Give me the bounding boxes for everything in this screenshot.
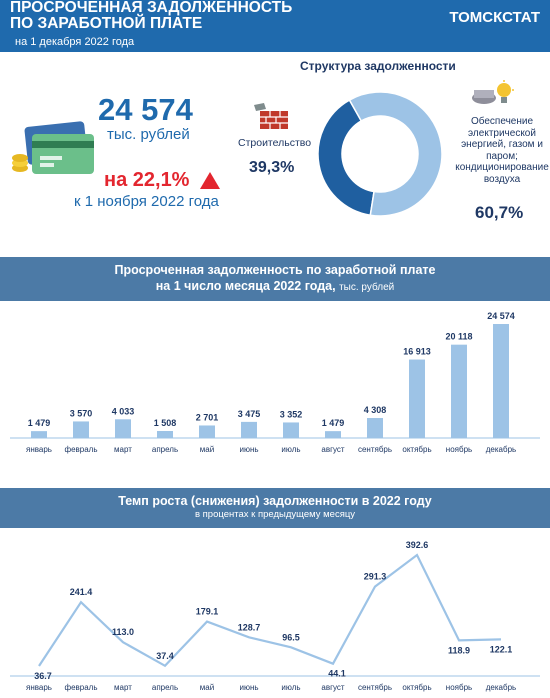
bar-category-label: декабрь (485, 445, 517, 454)
total-debt-value: 24 574 (98, 92, 193, 127)
bar-category-label: ноябрь (445, 445, 473, 454)
line-value-label: 113.0 (111, 627, 135, 638)
section-debt-title-line2 (0, 278, 550, 296)
line-value-label: 392.6 (405, 540, 429, 550)
bar-январь (31, 431, 47, 438)
bar-value-label: 2 701 (195, 412, 219, 423)
brick-wall-trowel-icon (254, 103, 292, 131)
bar-category-label: апрель (151, 445, 179, 454)
bar-апрель (157, 431, 173, 438)
growth-comparison: к 1 ноября 2022 года (74, 193, 219, 210)
line-value-label: 122.1 (489, 644, 513, 655)
bar-value-label: 1 508 (153, 418, 177, 429)
construction-percent: 39,3% (249, 159, 295, 176)
utilities-label: Обеспечение электрической энергией, газом и паром; кондиционирование воздуха (455, 116, 549, 185)
section-growth-title: Темп роста (снижения) задолженности в 2022 году (118, 494, 432, 508)
bar-октябрь (409, 360, 425, 438)
bar-value-label: 3 475 (237, 408, 261, 419)
growth-line (39, 555, 501, 666)
structure-title: Структура задолженности (300, 59, 456, 73)
line-category-label: ноябрь (445, 683, 473, 692)
growth-value: на 22,1% (104, 169, 190, 191)
bar-category-label: июль (281, 445, 301, 454)
bar-category-label: август (321, 445, 345, 454)
line-value-label: 96.5 (282, 632, 300, 643)
credit-cards-coins-icon (10, 120, 102, 182)
utilities-percent: 60,7% (475, 203, 524, 222)
bar-value-label: 16 913 (403, 346, 431, 357)
bar-category-label: февраль (64, 445, 98, 454)
line-category-label: декабрь (485, 683, 517, 692)
line-value-label: 36.7 (34, 671, 52, 681)
line-category-label: май (199, 683, 215, 692)
line-category-label: август (321, 683, 345, 692)
bar-value-label: 4 308 (363, 405, 387, 416)
line-category-label: январь (26, 683, 52, 692)
line-category-label: октябрь (402, 683, 432, 692)
bar-value-label: 4 033 (111, 406, 135, 417)
debt-bar-chart (0, 301, 550, 471)
line-value-label: 37.4 (156, 650, 174, 661)
bar-март (115, 419, 131, 438)
line-value-label: 179.1 (195, 606, 219, 617)
bar-category-label: июнь (239, 445, 259, 454)
section-debt-title-unit: тыс. рублей (339, 282, 395, 293)
section-growth-banner (0, 488, 550, 528)
line-category-label: июль (281, 683, 301, 692)
construction-label: Строительство (238, 137, 312, 149)
bar-value-label: 3 352 (279, 409, 303, 420)
bar-value-label: 1 479 (27, 418, 51, 429)
bar-category-label: октябрь (402, 445, 432, 454)
line-value-label: 44.1 (328, 668, 346, 679)
structure-donut-chart (315, 79, 445, 229)
section-debt-title-text: на 1 число месяца 2022 года, (155, 279, 336, 293)
section-debt-banner (0, 257, 550, 301)
line-value-label: 118.9 (447, 645, 471, 656)
bar-category-label: январь (26, 445, 52, 454)
title-line1: ПРОСРОЧЕННАЯ ЗАДОЛЖЕННОСТЬ (10, 0, 293, 16)
line-category-label: июнь (239, 683, 259, 692)
line-category-label: март (114, 683, 132, 692)
bar-июль (283, 422, 299, 438)
power-lightbulb-icon (470, 80, 514, 110)
bar-май (199, 425, 215, 438)
bar-август (325, 431, 341, 438)
report-date: на 1 декабря 2022 года (15, 36, 135, 48)
bar-ноябрь (451, 345, 467, 438)
bar-февраль (73, 421, 89, 438)
bar-value-label: 3 570 (69, 408, 93, 419)
bar-value-label: 1 479 (321, 418, 345, 429)
growth-line-chart (0, 528, 550, 698)
line-category-label: сентябрь (357, 683, 393, 692)
brand-name: ТОМСКСТАТ (449, 9, 540, 26)
bar-декабрь (493, 324, 509, 438)
title-line2: ПО ЗАРАБОТНОЙ ПЛАТЕ (10, 15, 203, 32)
line-value-label: 128.7 (237, 622, 261, 633)
section-growth-subtitle: в процентах к предыдущему месяцу (194, 509, 356, 520)
bar-category-label: май (199, 445, 215, 454)
bar-июнь (241, 422, 257, 438)
total-debt-unit: тыс. рублей (107, 126, 190, 143)
up-arrow-icon (200, 172, 220, 189)
section-debt-title-line1: Просроченная задолженность по заработной плате (114, 263, 436, 277)
line-category-label: февраль (64, 683, 98, 692)
line-category-label: апрель (151, 683, 179, 692)
bar-category-label: март (114, 445, 132, 454)
bar-сентябрь (367, 418, 383, 438)
bar-category-label: сентябрь (357, 445, 393, 454)
page-title (10, 0, 370, 32)
bar-value-label: 20 118 (445, 331, 473, 342)
line-value-label: 241.4 (69, 587, 93, 598)
bar-value-label: 24 574 (487, 311, 515, 321)
line-value-label: 291.3 (363, 571, 387, 582)
